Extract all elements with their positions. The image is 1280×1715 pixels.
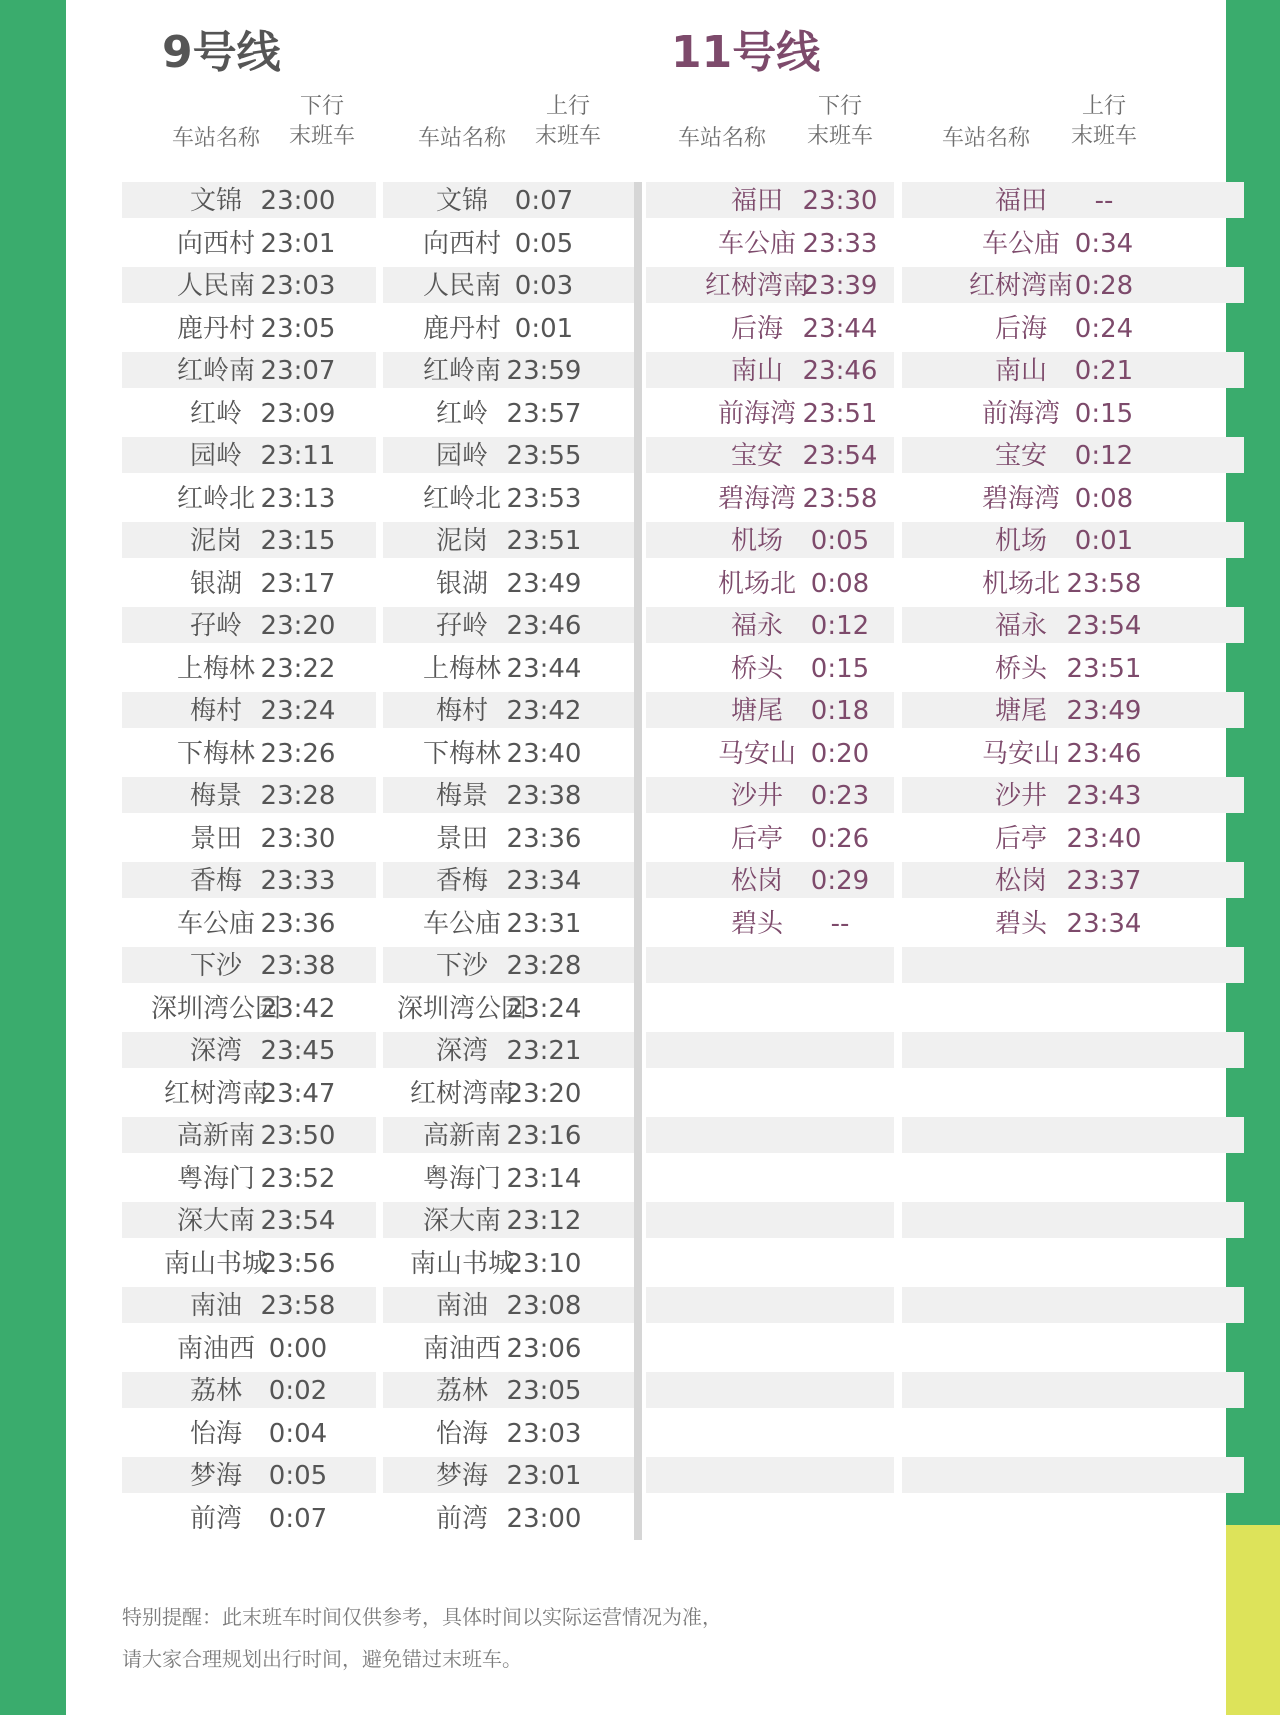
line9-down-station: 向西村: [176, 228, 255, 259]
line11-down-station: 沙井: [730, 781, 783, 811]
line9-up-time: 23:28: [506, 951, 582, 981]
line11-down-time: 0:29: [810, 866, 870, 896]
line11-down-station: 南山: [730, 356, 783, 386]
line11-up-station: 碧海湾: [981, 483, 1060, 514]
line9-up-time: 23:55: [506, 441, 582, 471]
line9-down-station: 景田: [189, 823, 242, 854]
line11-up-station: 红树湾南: [968, 271, 1073, 301]
line9-down-station: 人民南: [176, 271, 255, 301]
line9-up-time: 0:07: [514, 186, 574, 216]
line11-down-station: 后亭: [730, 823, 783, 854]
line11-down-station: 后海: [730, 313, 783, 344]
line11-up-station: 福田: [994, 186, 1047, 216]
line11-up-time: 23:40: [1066, 823, 1142, 854]
line11-up-station: 福永: [994, 611, 1047, 641]
line9-down-time: 0:07: [268, 1503, 328, 1534]
line9-down-time: 23:11: [260, 441, 336, 471]
line9-down-lasttrain: 末班车: [288, 124, 355, 149]
line9-down-time: 0:02: [268, 1376, 328, 1406]
line9-down-station: 南油西: [176, 1333, 255, 1364]
line9-up-station: 孖岭: [435, 611, 488, 641]
line9-down-station: 红岭北: [176, 483, 255, 514]
line9-down-station: 红岭南: [176, 356, 255, 386]
line9-up-time: 23:36: [506, 823, 582, 854]
line9-down-station: 梅村: [189, 696, 242, 726]
line9-down-time: 23:07: [260, 356, 336, 386]
line9-down-time: 23:03: [260, 271, 336, 301]
line9-up-time: 23:34: [506, 866, 582, 896]
line9-up-time: 23:51: [506, 526, 582, 556]
line9-up-time: 23:08: [506, 1291, 582, 1321]
line11-down-station: 红树湾南: [704, 271, 809, 301]
line9-down-time: 0:04: [268, 1418, 328, 1449]
line11-up-station: 车公庙: [981, 228, 1060, 259]
line9-up-station: 南山书城: [409, 1248, 514, 1279]
line11-up-time: 0:34: [1074, 228, 1134, 259]
line9-down-time: 23:09: [260, 398, 336, 429]
line9-up-time: 23:05: [506, 1376, 582, 1406]
line11-down-time: 0:20: [810, 738, 870, 769]
line9-down-time: 23:13: [260, 483, 336, 514]
line9-up-time: 23:00: [506, 1503, 582, 1534]
line9-up-time: 23:40: [506, 738, 582, 769]
line9-up-station: 车公庙: [422, 908, 501, 939]
line11-down-time: 0:26: [810, 823, 870, 854]
line9-down-time: 23:45: [260, 1036, 336, 1066]
line9-up-station: 下梅林: [422, 738, 501, 769]
line9-down-time: 23:38: [260, 951, 336, 981]
line9-down-station: 怡海: [189, 1418, 242, 1449]
line9-up-station: 深湾: [435, 1036, 488, 1066]
line9-up-time: 23:59: [506, 356, 582, 386]
line9-down-time: 23:58: [260, 1291, 336, 1321]
line9-up-time: 23:31: [506, 908, 582, 939]
line9-up-station: 南油: [435, 1291, 488, 1321]
line9-down-time: 23:01: [260, 228, 336, 259]
line9-down-station: 上梅林: [176, 653, 255, 684]
line11-down-time: 23:54: [802, 441, 878, 471]
line11-down-time-header: [780, 92, 900, 152]
line11-down-time: 23:44: [802, 313, 878, 344]
line11-up-time: 23:49: [1066, 696, 1142, 726]
line11-up-station: 塘尾: [994, 696, 1047, 726]
line9-down-time: 23:26: [260, 738, 336, 769]
line9-up-direction: 上行: [545, 94, 590, 119]
line11-down-station: 前海湾: [717, 398, 796, 429]
line9-down-time: 23:33: [260, 866, 336, 896]
line9-down-time: 23:52: [260, 1163, 336, 1194]
line9-up-station: 园岭: [435, 441, 488, 471]
line9-down-station: 红岭: [189, 398, 242, 429]
line11-up-time: 23:46: [1066, 738, 1142, 769]
line11-down-time: 0:08: [810, 568, 870, 599]
line9-down-time: 0:00: [268, 1333, 328, 1364]
line9-up-time: 23:57: [506, 398, 582, 429]
line11-up-station: 南山: [994, 356, 1047, 386]
line9-down-station: 梦海: [189, 1461, 242, 1491]
line11-down-station: 塘尾: [730, 696, 783, 726]
line9-down-station: 下梅林: [176, 738, 255, 769]
line9-down-time: 23:24: [260, 696, 336, 726]
line9-up-time: 23:44: [506, 653, 582, 684]
line9-up-station: 红岭南: [422, 356, 501, 386]
line9-down-station: 下沙: [189, 951, 242, 981]
line9-up-station: 红岭: [435, 398, 488, 429]
line11-up-station: 机场: [994, 526, 1047, 556]
line9-down-time: 23:00: [260, 186, 336, 216]
line9-down-station: 前湾: [189, 1503, 242, 1534]
line9-down-station: 孖岭: [189, 611, 242, 641]
line9-down-station: 深大南: [176, 1206, 255, 1236]
line9-down-station: 园岭: [189, 441, 242, 471]
line9-down-station: 车公庙: [176, 908, 255, 939]
line9-up-station: 景田: [435, 823, 488, 854]
line9-down-station: 深圳湾公园: [150, 993, 281, 1024]
line9-up-time: 23:49: [506, 568, 582, 599]
line9-up-time: 23:21: [506, 1036, 582, 1066]
line9-down-station: 香梅: [189, 866, 242, 896]
line9-down-time: 0:05: [268, 1461, 328, 1491]
line11-down-lasttrain: 末班车: [806, 124, 873, 149]
line11-down-time: 23:30: [802, 186, 878, 216]
line9-up-time: 23:03: [506, 1418, 582, 1449]
line11-up-time: 0:08: [1074, 483, 1134, 514]
line9-down-time: 23:30: [260, 823, 336, 854]
line11-down-station: 车公庙: [717, 228, 796, 259]
line11-up-station: 宝安: [994, 441, 1047, 471]
line9-up-time: 23:20: [506, 1078, 582, 1109]
line9-down-time: 23:47: [260, 1078, 336, 1109]
line11-up-time: 0:21: [1074, 356, 1134, 386]
line-11-title: 11号线: [671, 27, 821, 78]
line9-down-time-header: [262, 92, 382, 152]
line11-up-time: 0:01: [1074, 526, 1134, 556]
line9-down-time: 23:22: [260, 653, 336, 684]
line11-up-station: 沙井: [994, 781, 1047, 811]
accent-band: [1226, 1525, 1280, 1715]
line9-down-time: 23:20: [260, 611, 336, 641]
line9-up-time-header: [508, 92, 628, 152]
line11-up-station: 机场北: [981, 568, 1060, 599]
line9-up-station: 荔林: [435, 1376, 488, 1406]
line11-up-time: 23:37: [1066, 866, 1142, 896]
line11-up-direction: 上行: [1081, 94, 1126, 119]
line11-down-station: 碧头: [730, 908, 783, 939]
line11-down-time: 0:23: [810, 781, 870, 811]
line9-up-station: 鹿丹村: [422, 313, 501, 344]
line9-up-station: 怡海: [435, 1418, 488, 1449]
line11-down-time: 0:05: [810, 526, 870, 556]
line9-up-station: 梦海: [435, 1461, 488, 1491]
line9-up-station: 文锦: [435, 186, 488, 216]
line9-down-time: 23:05: [260, 313, 336, 344]
line9-up-time: 23:14: [506, 1163, 582, 1194]
line9-down-station: 荔林: [189, 1376, 242, 1406]
line9-up-station: 深大南: [422, 1206, 501, 1236]
line9-down-time: 23:17: [260, 568, 336, 599]
notice-line-1: 特别提醒：此末班车时间仅供参考，具体时间以实际运营情况为准，: [122, 1605, 722, 1629]
line-9-title: 9号线: [162, 27, 281, 78]
line9-up-station: 人民南: [422, 271, 501, 301]
line11-down-time: --: [830, 908, 850, 939]
line11-up-time-header: [1044, 92, 1164, 152]
line9-up-station: 高新南: [422, 1121, 501, 1151]
line9-up-station: 向西村: [422, 228, 501, 259]
line11-up-lasttrain: 末班车: [1070, 124, 1137, 149]
line9-up-station: 前湾: [435, 1503, 488, 1534]
line9-up-time: 23:24: [506, 993, 582, 1024]
line9-up-station: 梅景: [435, 781, 488, 811]
line11-up-time: 23:54: [1066, 611, 1142, 641]
line11-down-direction: 下行: [817, 94, 862, 119]
line11-up-station: 碧头: [994, 908, 1047, 939]
line9-down-station: 粤海门: [176, 1163, 255, 1194]
line11-down-station: 福田: [730, 186, 783, 216]
line9-up-lasttrain: 末班车: [534, 124, 601, 149]
line9-up-time: 23:01: [506, 1461, 582, 1491]
line11-down-time: 0:12: [810, 611, 870, 641]
line11-up-time: 23:51: [1066, 653, 1142, 684]
line11-up-time: 23:34: [1066, 908, 1142, 939]
line11-up-time: 0:24: [1074, 313, 1134, 344]
line11-up-station: 后亭: [994, 823, 1047, 854]
line9-down-station-header: 车站名称: [171, 126, 260, 151]
line9-up-station: 南油西: [422, 1333, 501, 1364]
line9-down-time: 23:28: [260, 781, 336, 811]
line11-down-time: 23:51: [802, 398, 878, 429]
line11-up-station: 马安山: [981, 738, 1060, 769]
line9-up-time: 23:16: [506, 1121, 582, 1151]
line11-up-station: 桥头: [994, 653, 1047, 684]
line9-down-station: 梅景: [189, 781, 242, 811]
line11-down-station: 机场北: [717, 568, 796, 599]
line11-up-station-header: 车站名称: [941, 126, 1030, 151]
line9-down-time: 23:15: [260, 526, 336, 556]
line9-up-time: 23:12: [506, 1206, 582, 1236]
line11-down-time: 23:33: [802, 228, 878, 259]
line11-down-time: 23:46: [802, 356, 878, 386]
line11-down-time: 0:15: [810, 653, 870, 684]
line9-down-station: 鹿丹村: [176, 313, 255, 344]
line9-up-time: 23:06: [506, 1333, 582, 1364]
line9-down-station: 高新南: [176, 1121, 255, 1151]
line11-up-time: --: [1094, 186, 1114, 216]
line9-down-time: 23:56: [260, 1248, 336, 1279]
line9-up-time: 0:03: [514, 271, 574, 301]
line11-up-station: 松岗: [994, 866, 1047, 896]
line9-up-station: 下沙: [435, 951, 488, 981]
line11-up-time: 0:28: [1074, 271, 1134, 301]
line9-down-time: 23:50: [260, 1121, 336, 1151]
line9-down-station: 文锦: [189, 186, 242, 216]
line9-up-station: 粤海门: [422, 1163, 501, 1194]
line11-down-station: 机场: [730, 526, 783, 556]
line11-down-station: 碧海湾: [717, 483, 796, 514]
line9-up-time: 23:42: [506, 696, 582, 726]
line9-up-time: 0:01: [514, 313, 574, 344]
line11-down-time: 23:58: [802, 483, 878, 514]
line11-down-station-header: 车站名称: [677, 126, 766, 151]
line11-up-time: 0:12: [1074, 441, 1134, 471]
line11-down-station: 宝安: [730, 441, 783, 471]
line11-down-station: 松岗: [730, 866, 783, 896]
line9-down-station: 银湖: [189, 568, 242, 599]
line11-down-time: 23:39: [802, 271, 878, 301]
line9-up-station: 红岭北: [422, 483, 501, 514]
line11-up-station: 前海湾: [981, 398, 1060, 429]
line11-down-time: 0:18: [810, 696, 870, 726]
line9-up-time: 23:38: [506, 781, 582, 811]
column-separator: [634, 182, 642, 1540]
line9-up-station: 上梅林: [422, 653, 501, 684]
line11-up-time: 23:43: [1066, 781, 1142, 811]
line9-up-station-header: 车站名称: [417, 126, 506, 151]
line9-down-station: 深湾: [189, 1036, 242, 1066]
line9-down-time: 23:36: [260, 908, 336, 939]
line9-up-station: 银湖: [435, 568, 488, 599]
line9-up-station: 深圳湾公园: [396, 993, 527, 1024]
line9-up-station: 红树湾南: [409, 1078, 514, 1109]
line9-down-station: 南山书城: [163, 1248, 268, 1279]
line11-down-station: 马安山: [717, 738, 796, 769]
column-separator: [642, 182, 646, 1540]
line9-up-time: 0:05: [514, 228, 574, 259]
line11-down-station: 桥头: [730, 653, 783, 684]
line9-up-station: 梅村: [435, 696, 488, 726]
line9-up-station: 泥岗: [435, 526, 488, 556]
line9-down-direction: 下行: [299, 94, 344, 119]
line9-down-station: 泥岗: [189, 526, 242, 556]
line11-down-station: 福永: [730, 611, 783, 641]
line9-up-station: 香梅: [435, 866, 488, 896]
line11-up-time: 0:15: [1074, 398, 1134, 429]
line9-down-time: 23:42: [260, 993, 336, 1024]
line11-up-station: 后海: [994, 313, 1047, 344]
line9-down-station: 红树湾南: [163, 1078, 268, 1109]
line9-down-station: 南油: [189, 1291, 242, 1321]
timetable-page: [66, 0, 1226, 1715]
line9-up-time: 23:46: [506, 611, 582, 641]
line9-down-time: 23:54: [260, 1206, 336, 1236]
notice-line-2: 请大家合理规划出行时间，避免错过末班车。: [122, 1647, 522, 1671]
line11-up-time: 23:58: [1066, 568, 1142, 599]
line9-up-time: 23:10: [506, 1248, 582, 1279]
line9-up-time: 23:53: [506, 483, 582, 514]
